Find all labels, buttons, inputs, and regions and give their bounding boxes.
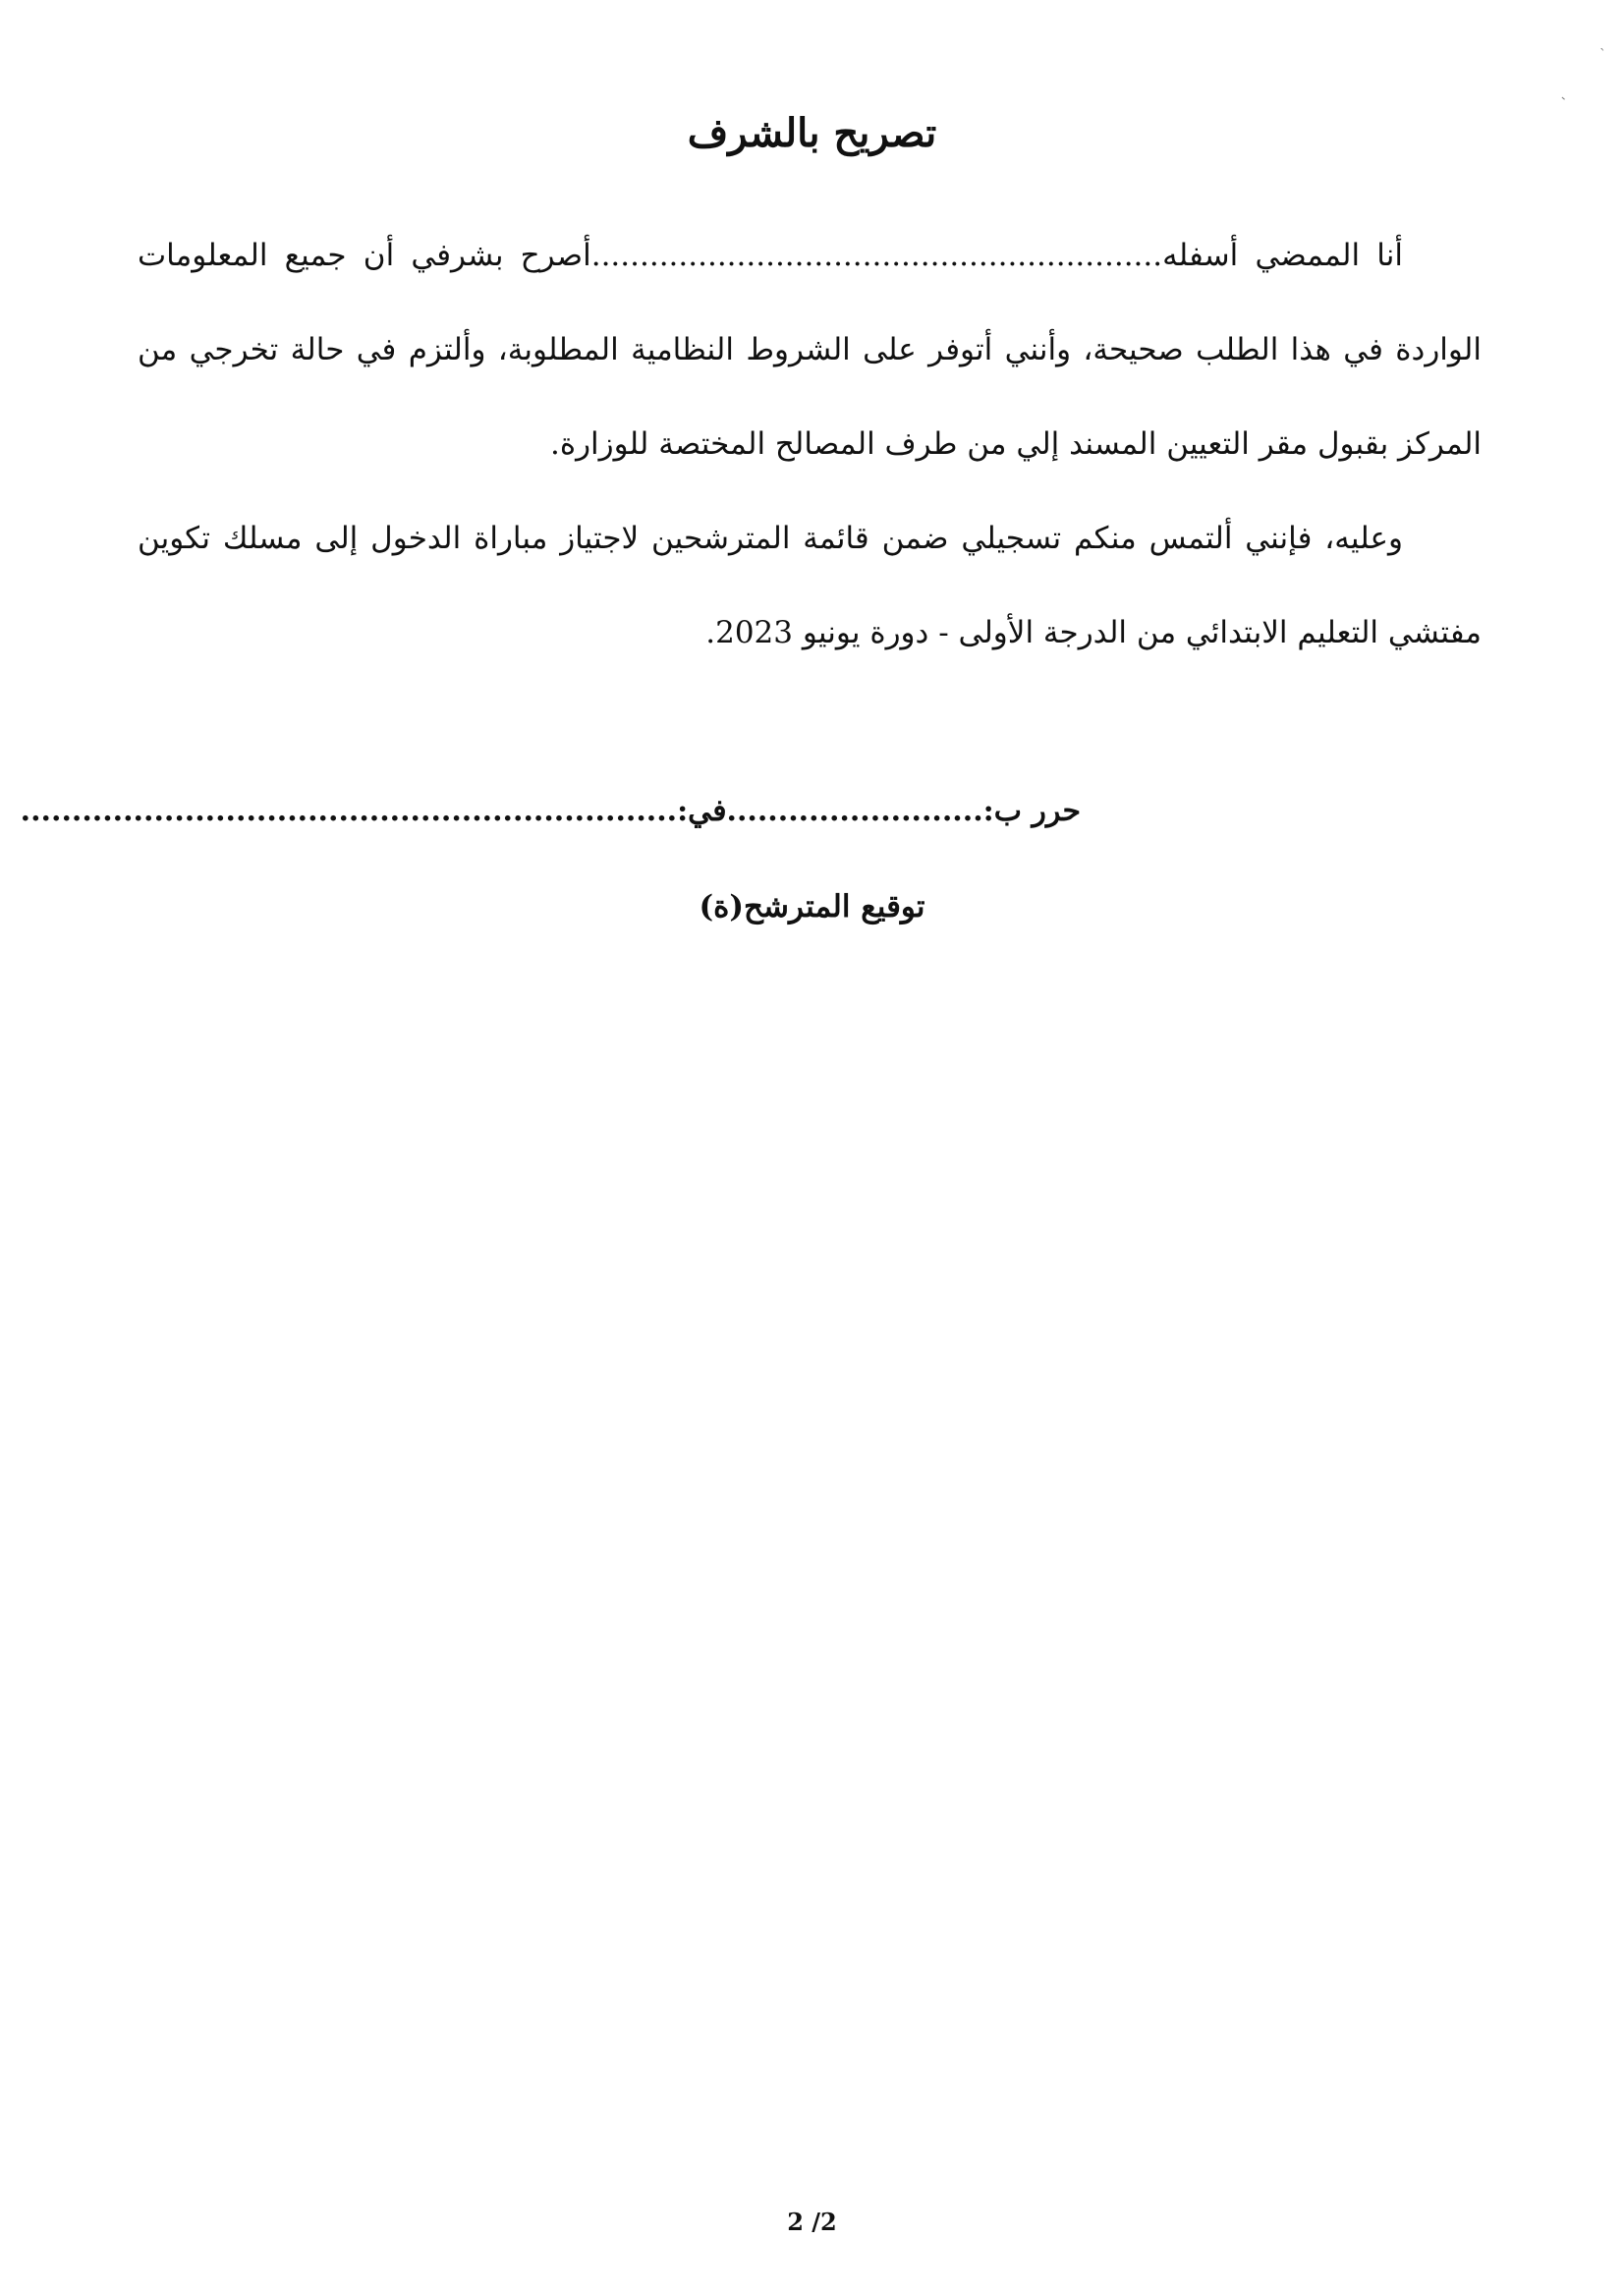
scan-artifact-icon: ` [1599, 47, 1606, 63]
declarant-label: أنا الممضي أسفله [1162, 238, 1403, 273]
paragraph-request: وعليه، فإنني ألتمس منكم تسجيلي ضمن قائمة المترشحين لاجتياز مباراة الدخول إلى مسلك تكوين مفتشي التعليم الابتدائي من الدرجة الأولى - دورة يونيو 2023. [138, 521, 1482, 650]
declaration-text: أصرح بشرفي أن جميع المعلومات الواردة في هذا الطلب صحيحة، وأنني أتوفر على الشروط النظامية المطلوبة، وألتزم في حالة تخرجي من المركز بقبول مقر التعيين المسند إلي من طرف المصالح المختصة للوزارة. [138, 238, 1482, 462]
date-label: في: [677, 794, 727, 828]
paragraph-declaration [138, 208, 1482, 491]
document-body [138, 208, 1482, 680]
document-title: تصريح بالشرف [687, 110, 937, 156]
date-blank-field[interactable]: ................................................................ [20, 794, 678, 828]
place-blank-field[interactable]: ......................... [726, 794, 983, 828]
name-blank-field[interactable]: ........................................................... [590, 238, 1163, 273]
written-at-label: حرر ب: [982, 794, 1081, 828]
signature-label: توقيع المترشح(ة) [699, 889, 925, 924]
page-number: 2 /2 [787, 2208, 837, 2236]
place-date-line [20, 794, 1081, 828]
scan-artifact-icon: - [1556, 90, 1571, 106]
